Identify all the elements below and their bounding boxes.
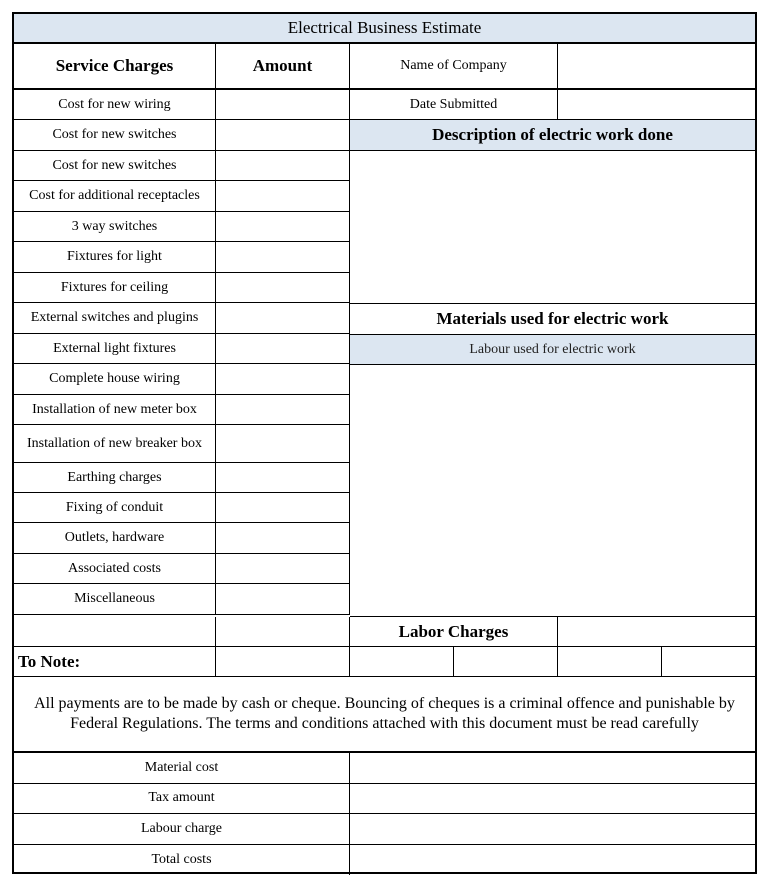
service-item-label: Fixing of conduit	[14, 493, 216, 523]
company-field[interactable]	[558, 44, 755, 90]
note-cell[interactable]	[662, 647, 755, 677]
service-item-label: Complete house wiring	[14, 364, 216, 395]
blank-amount-cell[interactable]	[216, 617, 350, 647]
to-note-label: To Note:	[14, 647, 216, 677]
payment-notice: All payments are to be made by cash or cheque. Bouncing of cheques is a criminal offence and punishable by Federal Regulations. The terms and conditions attached with this document must be read carefully	[14, 677, 755, 753]
service-item-amount[interactable]	[216, 584, 350, 615]
service-item-amount[interactable]	[216, 273, 350, 303]
total-value[interactable]	[350, 814, 755, 845]
service-item-amount[interactable]	[216, 90, 350, 120]
form-title: Electrical Business Estimate	[14, 14, 755, 44]
service-item-label: 3 way switches	[14, 212, 216, 242]
service-charges-header: Service Charges	[14, 44, 216, 90]
note-cell[interactable]	[454, 647, 558, 677]
service-item-label: Cost for new wiring	[14, 90, 216, 120]
date-label: Date Submitted	[350, 90, 558, 120]
service-item-amount[interactable]	[216, 212, 350, 242]
service-item-label: Associated costs	[14, 554, 216, 584]
service-item-label: Fixtures for ceiling	[14, 273, 216, 303]
service-item-amount[interactable]	[216, 493, 350, 523]
service-item-amount[interactable]	[216, 463, 350, 493]
service-item-label: Earthing charges	[14, 463, 216, 493]
materials-area[interactable]	[350, 365, 755, 617]
total-value[interactable]	[350, 784, 755, 815]
estimate-form	[12, 12, 757, 874]
total-label: Total costs	[14, 845, 350, 876]
service-item-label: External switches and plugins	[14, 303, 216, 334]
blank-cell	[14, 617, 216, 647]
service-item-label: External light fixtures	[14, 334, 216, 364]
total-value[interactable]	[350, 845, 755, 876]
service-item-amount[interactable]	[216, 334, 350, 364]
service-item-label: Outlets, hardware	[14, 523, 216, 554]
labor-charges-field[interactable]	[558, 617, 755, 647]
total-value[interactable]	[350, 753, 755, 784]
service-item-amount[interactable]	[216, 425, 350, 463]
service-item-amount[interactable]	[216, 395, 350, 425]
note-cell[interactable]	[558, 647, 662, 677]
note-cell[interactable]	[350, 647, 454, 677]
service-item-amount[interactable]	[216, 120, 350, 151]
service-item-label: Cost for new switches	[14, 120, 216, 151]
date-field[interactable]	[558, 90, 755, 120]
total-label: Tax amount	[14, 784, 350, 815]
service-item-label: Cost for new switches	[14, 151, 216, 181]
service-item-label: Cost for additional receptacles	[14, 181, 216, 212]
materials-header: Materials used for electric work	[350, 304, 755, 335]
description-area[interactable]	[350, 151, 755, 304]
amount-header: Amount	[216, 44, 350, 90]
total-label: Material cost	[14, 753, 350, 784]
service-item-label: Installation of new meter box	[14, 395, 216, 425]
service-item-amount[interactable]	[216, 523, 350, 554]
labor-charges-label: Labor Charges	[350, 617, 558, 647]
labour-used-label: Labour used for electric work	[350, 335, 755, 365]
service-item-label: Miscellaneous	[14, 584, 216, 615]
company-label: Name of Company	[350, 44, 558, 90]
note-cell[interactable]	[216, 647, 350, 677]
service-item-amount[interactable]	[216, 554, 350, 584]
service-item-amount[interactable]	[216, 303, 350, 334]
service-item-label: Installation of new breaker box	[14, 425, 216, 463]
service-item-amount[interactable]	[216, 181, 350, 212]
service-item-label: Fixtures for light	[14, 242, 216, 273]
service-item-amount[interactable]	[216, 364, 350, 395]
total-label: Labour charge	[14, 814, 350, 845]
service-item-amount[interactable]	[216, 242, 350, 273]
service-item-amount[interactable]	[216, 151, 350, 181]
description-header: Description of electric work done	[350, 120, 755, 151]
